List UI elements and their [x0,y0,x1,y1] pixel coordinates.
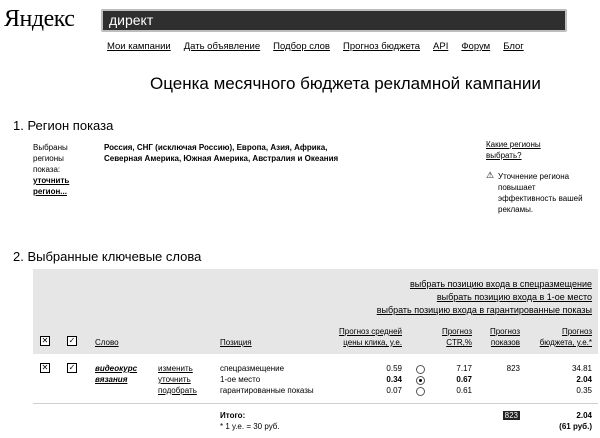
nav-forum[interactable]: Форум [461,41,491,52]
column-avg-price[interactable]: Прогноз средней цены клика, у.е. [339,327,402,347]
shows-value: 823 [506,364,520,373]
avg-prices: 0.59 0.34 0.07 [386,364,402,395]
top-navigation [107,41,537,52]
nav-create-ad[interactable]: Дать объявление [183,41,261,52]
warning-icon: ⚠ [486,170,495,180]
column-position: Позиция [220,338,252,347]
pick-keyword-link[interactable]: подобрать [158,386,197,395]
column-budget[interactable]: Прогноз бюджета, у.е.* [539,327,592,347]
row-divider [33,403,598,404]
page-title: Оценка месячного бюджета рекламной кампании [150,74,541,93]
ctr-values: 7.17 0.67 0.61 [456,364,472,395]
budget-values: 34.81 2.04 0.35 [571,364,592,395]
selected-regions: Россия, СНГ (исключая Россию), Европа, Азия, Африка, Северная Америка, Южная Америка, Австралия и Океания [104,143,339,163]
search-input[interactable]: директ [101,9,567,32]
delete-keyword-checkbox[interactable]: ✕ [41,363,49,372]
keyword-actions [158,363,197,396]
nav-api[interactable]: API [433,41,449,52]
nav-word-selection[interactable]: Подбор слов [273,41,330,52]
keywords-heading: 2. Выбранные ключевые слова [13,249,202,264]
position-names: спецразмещение 1-ое место гарантированные показы [220,364,314,395]
select-first-place-link[interactable]: выбрать позицию входа в 1-ое место [436,292,592,302]
yandex-logo: Яндекс [4,6,75,32]
region-label: Выбраны регионы показа: уточнить регион... [33,143,70,196]
region-heading: 1. Регион показа [13,118,114,133]
select-all-checkbox[interactable]: ✓ [68,336,76,345]
totals-label: Итого: * 1 у.е. = 30 руб. [220,411,280,431]
refine-region-link-2[interactable]: регион... [33,187,67,196]
refine-keyword-link[interactable]: уточнить [158,375,191,384]
keyword-checkbox[interactable]: ✓ [68,363,76,372]
nav-my-campaigns[interactable]: Мои кампании [107,41,171,52]
nav-budget-forecast[interactable]: Прогноз бюджета [342,41,421,52]
column-ctr[interactable]: Прогноз CTR,% [441,327,472,347]
position-radio-first[interactable] [416,376,425,385]
total-budget: 2.04 (61 руб.) [559,411,592,431]
total-shows: 823 [504,411,518,420]
select-special-placement-link[interactable]: выбрать позицию входа в спецразмещение [410,279,592,289]
column-word[interactable]: Слово [95,338,119,347]
refine-region-link[interactable]: уточнить [33,176,70,185]
position-links [377,278,592,317]
region-hint: Уточнение региона повышает эффективность вашей рекламы. [498,172,583,214]
edit-keyword-link[interactable]: изменить [158,364,193,373]
select-all-delete-checkbox[interactable]: ✕ [41,336,49,345]
keyword-text[interactable]: видеокурс вязания [95,364,138,384]
nav-blog[interactable]: Блог [503,41,524,52]
position-radio-special[interactable] [416,365,425,374]
select-guaranteed-link[interactable]: выбрать позицию входа в гарантированные показы [376,305,592,315]
position-radio-guaranteed[interactable] [416,387,425,396]
which-regions-link[interactable]: Какие регионы выбрать? [486,140,541,160]
column-shows[interactable]: Прогноз показов [489,327,520,347]
